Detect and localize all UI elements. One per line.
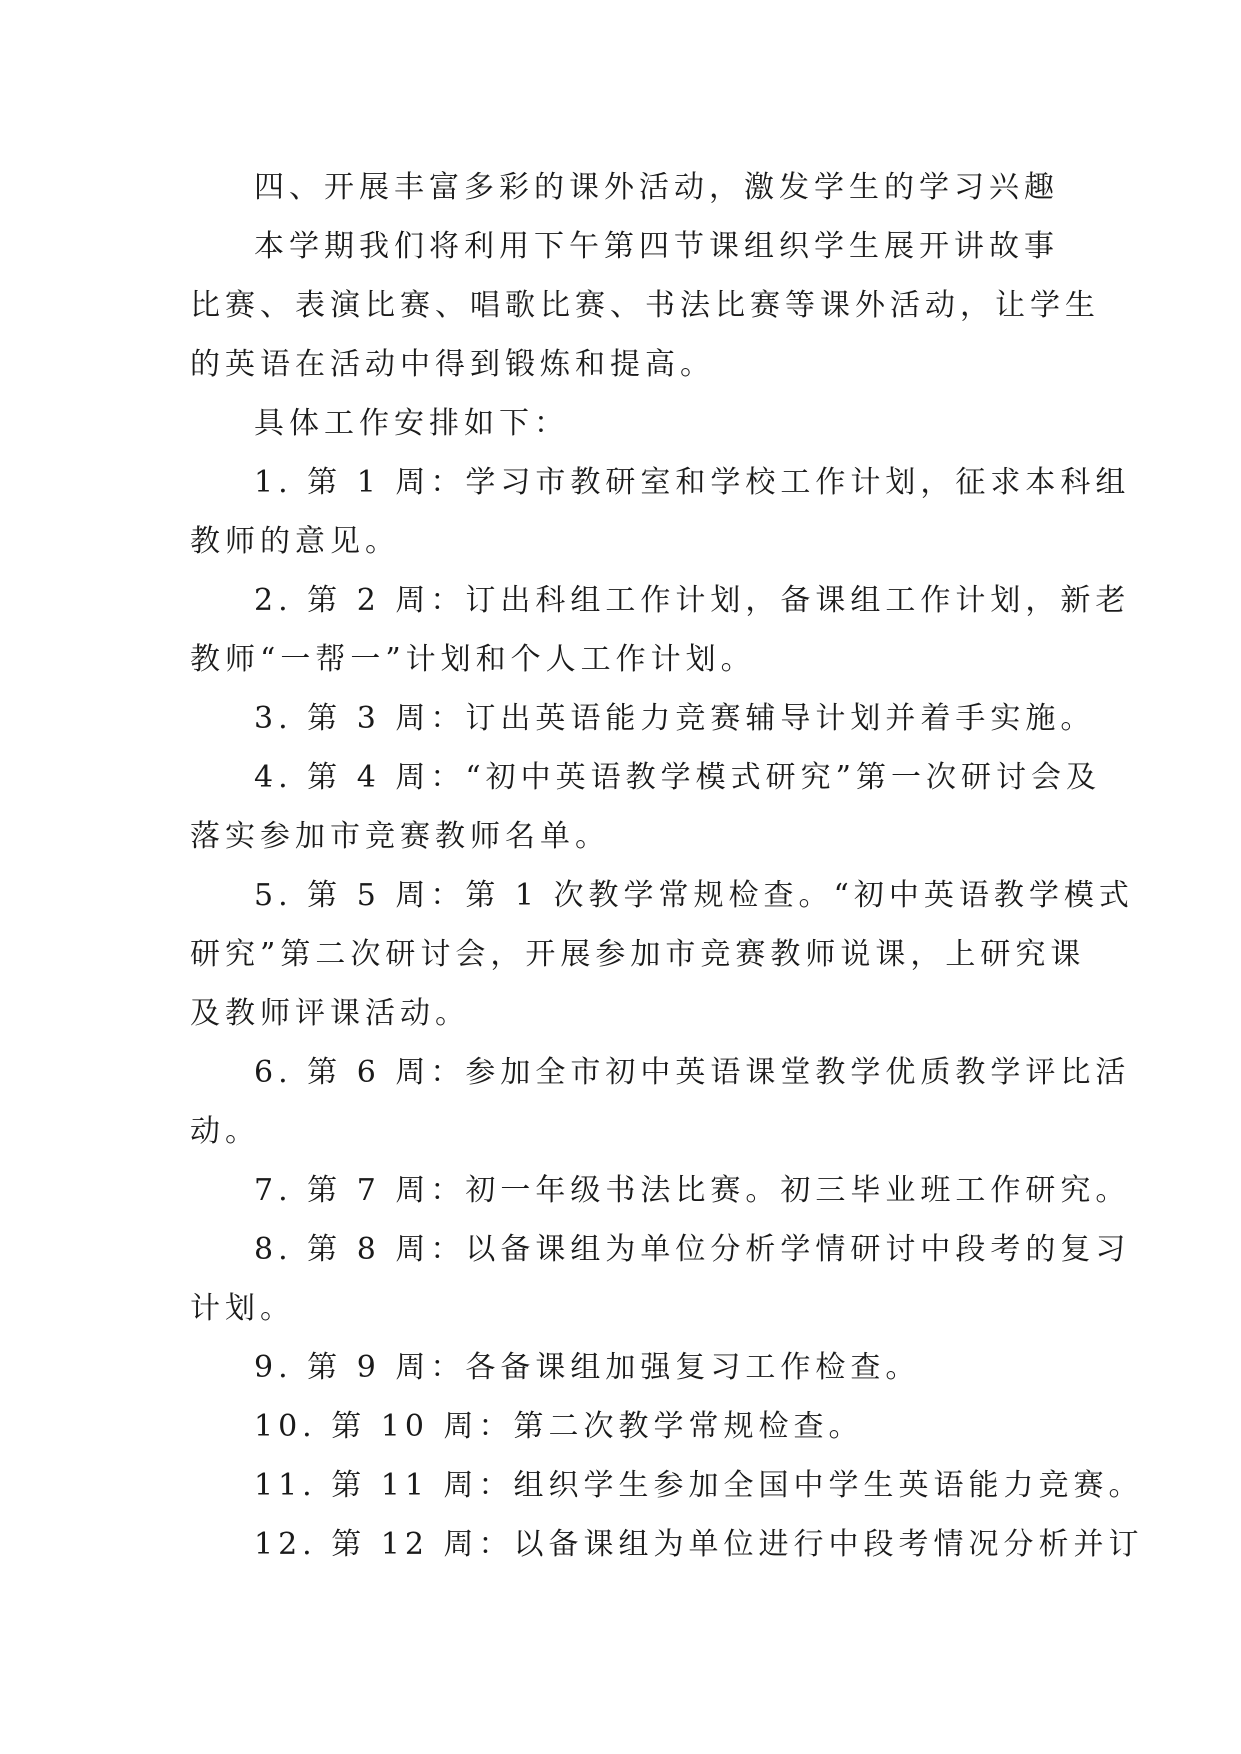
schedule-item-week-12: 12. 第 12 周：以备课组为单位进行中段考情况分析并订 bbox=[254, 1527, 1144, 1562]
schedule-item-week-5: 5. 第 5 周：第 1 次教学常规检查。“初中英语教学模式 bbox=[254, 878, 1134, 913]
schedule-item-week-3: 3. 第 3 周：订出英语能力竞赛辅导计划并着手实施。 bbox=[254, 701, 1096, 736]
paragraph-line: 比赛、表演比赛、唱歌比赛、书法比赛等课外活动，让学生 bbox=[190, 288, 1100, 323]
schedule-item-week-2: 2. 第 2 周：订出科组工作计划，备课组工作计划，新老 bbox=[254, 583, 1131, 618]
schedule-item-week-4-cont: 落实参加市竞赛教师名单。 bbox=[190, 819, 610, 854]
paragraph-line: 的英语在活动中得到锻炼和提高。 bbox=[190, 347, 715, 382]
schedule-item-week-8: 8. 第 8 周：以备课组为单位分析学情研讨中段考的复习 bbox=[254, 1232, 1131, 1267]
schedule-item-week-4: 4. 第 4 周：“初中英语教学模式研究”第一次研讨会及 bbox=[254, 760, 1101, 795]
schedule-intro: 具体工作安排如下： bbox=[254, 406, 569, 441]
schedule-item-week-1-cont: 教师的意见。 bbox=[190, 524, 400, 559]
document-body bbox=[190, 158, 1144, 1574]
schedule-item-week-10: 10. 第 10 周：第二次教学常规检查。 bbox=[254, 1409, 864, 1444]
schedule-item-week-6: 6. 第 6 周：参加全市初中英语课堂教学优质教学评比活 bbox=[254, 1055, 1131, 1090]
schedule-item-week-9: 9. 第 9 周：各备课组加强复习工作检查。 bbox=[254, 1350, 921, 1385]
section-heading: 四、开展丰富多彩的课外活动，激发学生的学习兴趣 bbox=[254, 170, 1059, 205]
schedule-item-week-5-cont: 研究”第二次研讨会，开展参加市竞赛教师说课，上研究课 bbox=[190, 937, 1086, 972]
schedule-item-week-7: 7. 第 7 周：初一年级书法比赛。初三毕业班工作研究。 bbox=[254, 1173, 1131, 1208]
schedule-item-week-6-cont: 动。 bbox=[190, 1114, 260, 1149]
schedule-item-week-2-cont: 教师“一帮一”计划和个人工作计划。 bbox=[190, 642, 756, 677]
schedule-item-week-1: 1. 第 1 周：学习市教研室和学校工作计划，征求本科组 bbox=[254, 465, 1131, 500]
schedule-item-week-8-cont: 计划。 bbox=[190, 1291, 295, 1326]
paragraph-line: 本学期我们将利用下午第四节课组织学生展开讲故事 bbox=[254, 229, 1059, 264]
schedule-item-week-5-cont: 及教师评课活动。 bbox=[190, 996, 470, 1031]
schedule-item-week-11: 11. 第 11 周：组织学生参加全国中学生英语能力竞赛。 bbox=[254, 1468, 1144, 1503]
